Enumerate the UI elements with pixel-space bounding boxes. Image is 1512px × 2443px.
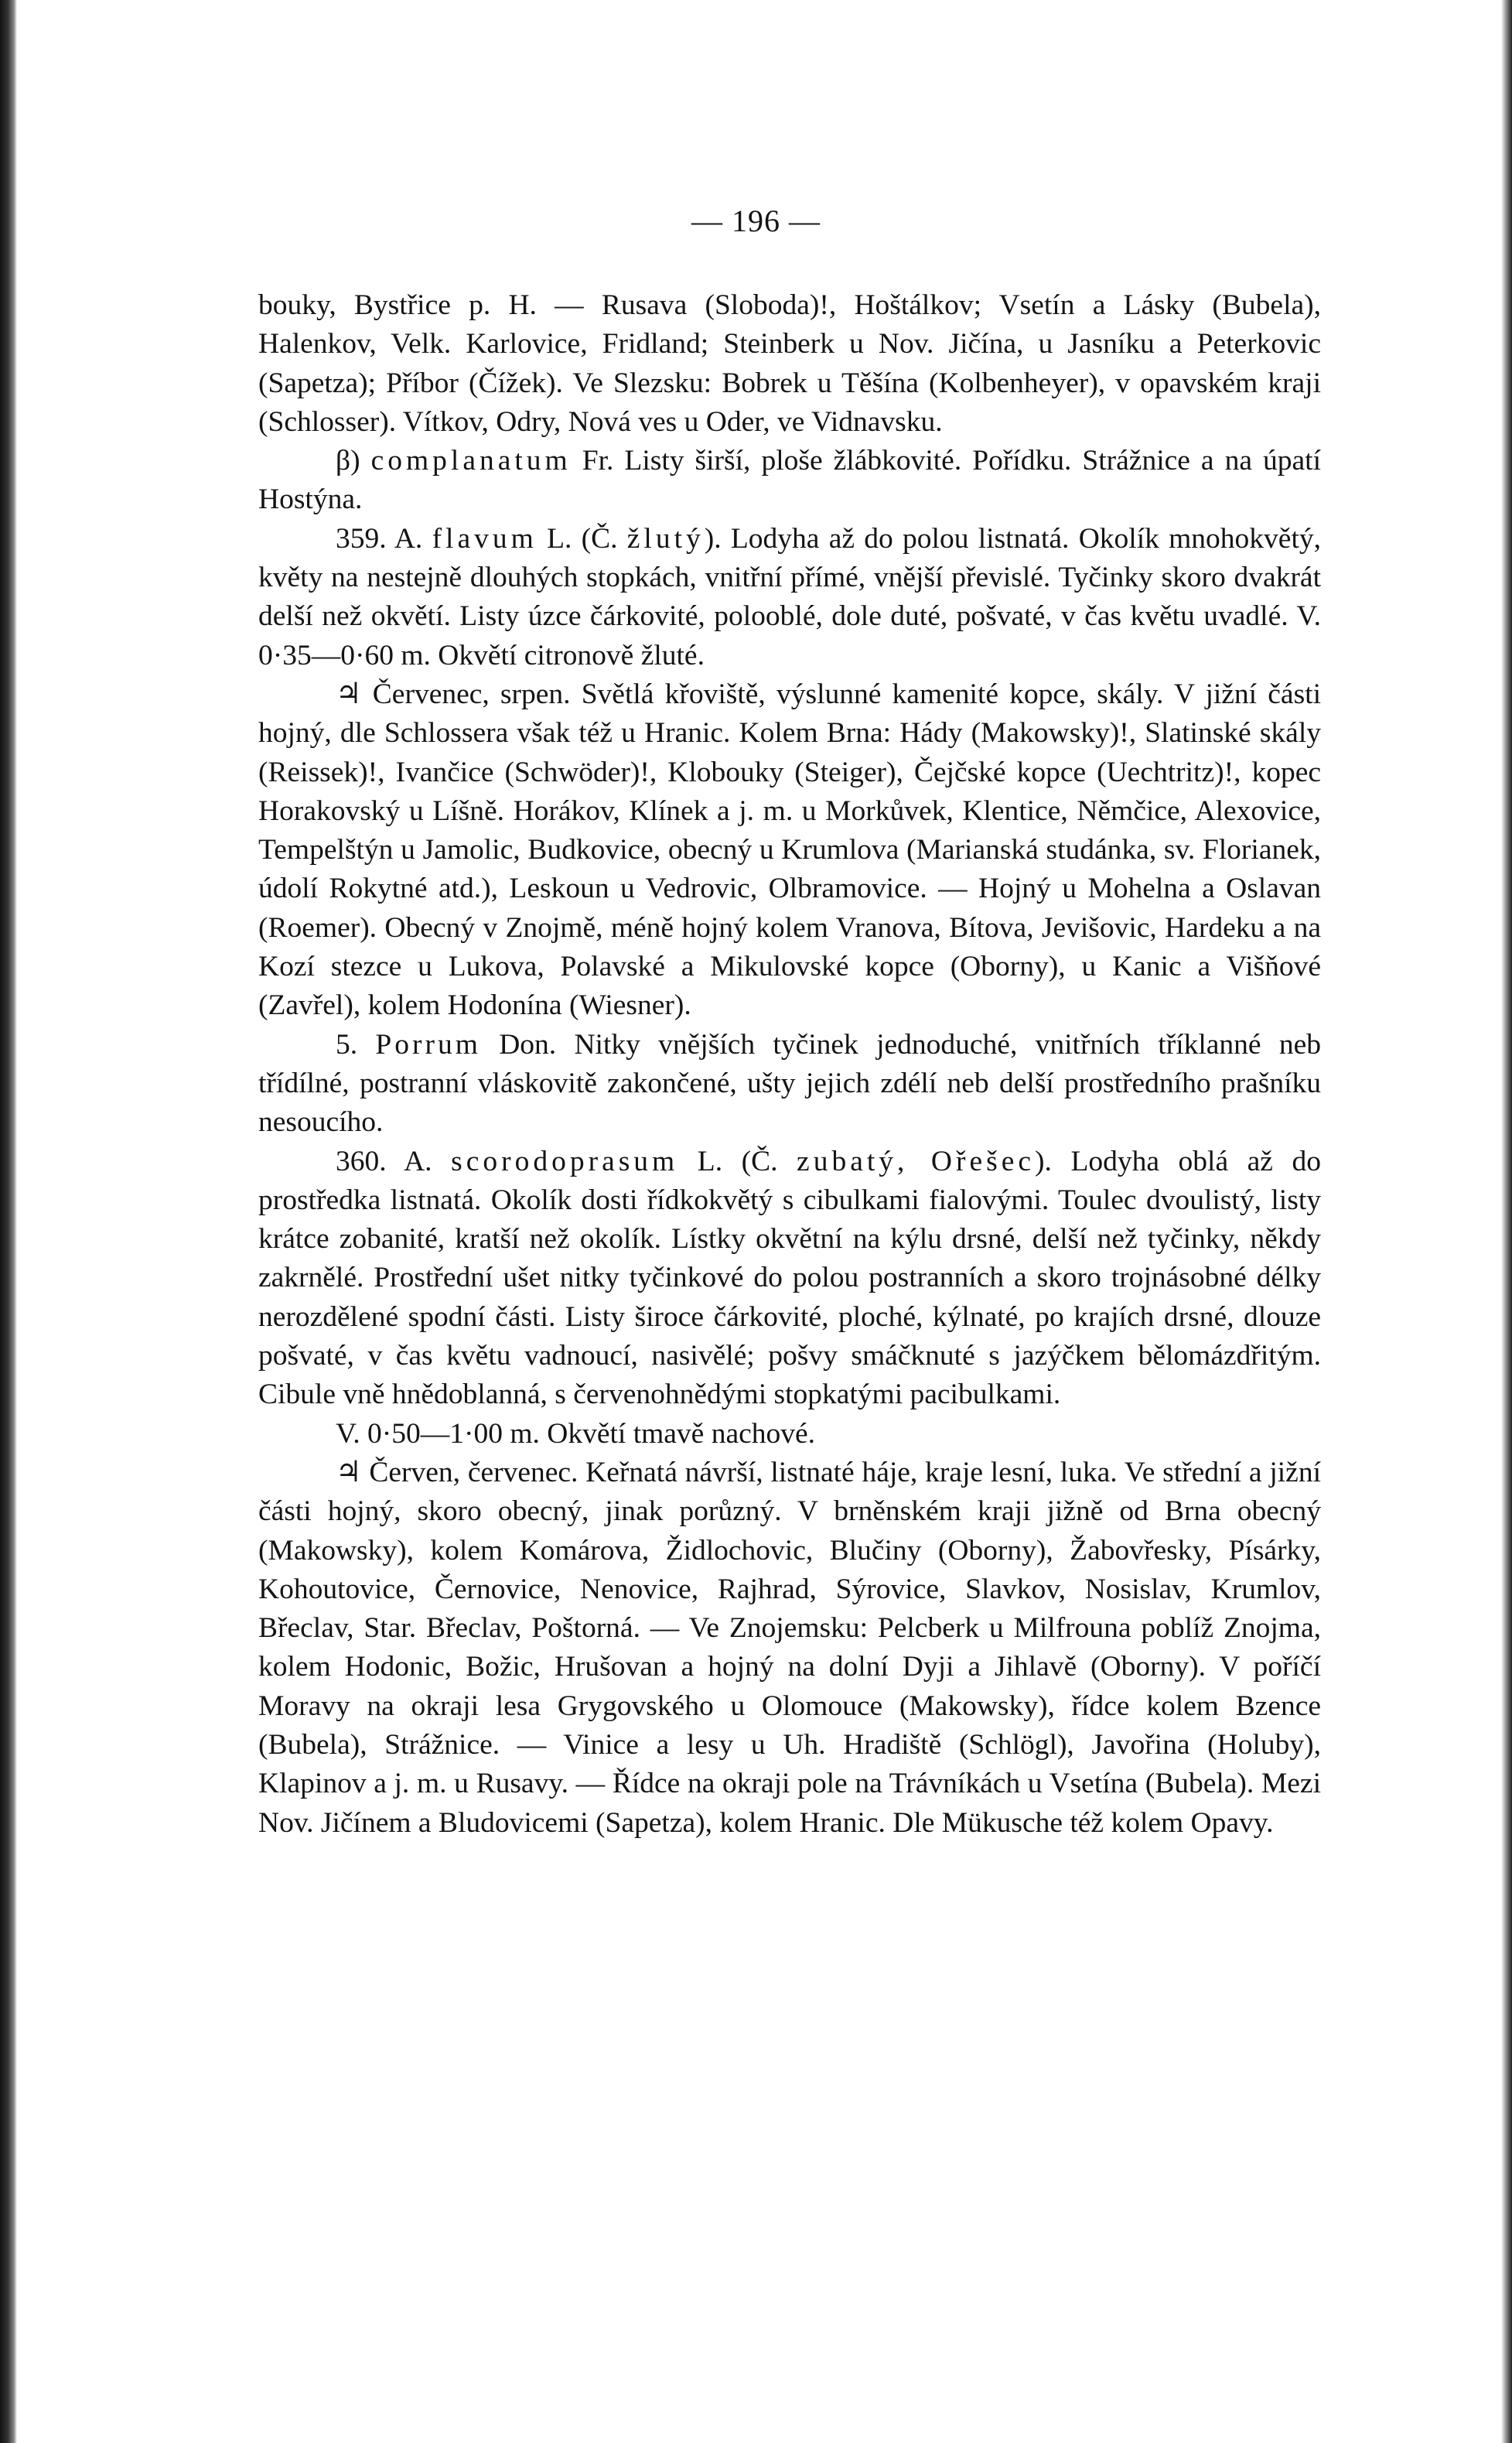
species-name: scorodoprasum [451, 1145, 679, 1177]
scan-left-edge [0, 0, 17, 2443]
text-run: 360. A. [336, 1145, 452, 1177]
paragraph [258, 1454, 1321, 1843]
text-run: V. 0·50—1·00 m. Okvětí tmavě nachové. [336, 1417, 816, 1450]
body-text [258, 286, 1321, 1843]
text-run: ). Lodyha až do polou listnatá. Okolík mnohokvětý, květy na nestejně dlouhých stopkách, vnitřní přímé, vnější převislé. Tyčinky skoro dvakrát delší než okvětí. Listy úzce čárkovité, polooblé, dole duté, pošvaté, v čas květu uvadlé. V. 0·35—0·60 m. Okvětí citronově žluté. [258, 522, 1321, 671]
text-run: Don. Nitky vnějších tyčinek jednoduché, vnitřních tříklanné neb třídílné, postranní vláskovitě zakončené, ušty jejich zdélí neb delší prostředního prašníku nesoucího. [258, 1028, 1322, 1139]
text-run: β) [336, 445, 371, 477]
text-run: bouky, Bystřice p. H. — Rusava (Sloboda)!, Hoštálkov; Vsetín a Lásky (Bubela), Halenkov, Velk. Karlovice, Fridland; Steinberk u Nov. Jičína, u Jasníku a Peterkovic (Sapetza); Příbor (Čížek). Ve Slezsku: Bobrek u Těšína (Kolbenheyer), v opavském kraji (Schlosser). Vítkov, Odry, Nová ves u Oder, ve Vidnavsku. [258, 289, 1321, 438]
species-name: flavum [432, 522, 538, 555]
text-run: ). Lodyha oblá až do prostředka listnatá. Okolík dosti řídkokvětý s cibulkami fialovými. Toulec dvoulistý, listy krátce zobanité, kratší než okolík. Lístky okvětní na kýlu drsné, delší než tyčinky, někdy zakrnělé. Prostřední ušet nitky tyčinkové do polou postranních a skoro trojnásobné délky nerozdělené spodní části. Listy široce čárkovité, ploché, kýlnaté, po krajích drsné, dlouze pošvaté, v čas květu vadnoucí, nasivělé; pošvy smáčknuté s jazýčkem bělomázdřitým. Cibule vně hnědoblanná, s červenohnědými stopkatými pacibulkami. [258, 1145, 1321, 1411]
paragraph [258, 1026, 1321, 1143]
paragraph [258, 520, 1321, 675]
paragraph [258, 286, 1321, 442]
text-run: L. (Č. [537, 522, 627, 555]
czech-name: žlutý [626, 522, 705, 555]
page-number: — 196 — [691, 203, 821, 238]
section-name: Porrum [375, 1028, 481, 1061]
text-run: ♃ Červen, červenec. Keřnatá návrší, listnaté háje, kraje lesní, luka. Ve střední a jižní části hojný, skoro obecný, jinak porůzný. V brněnském kraji jižně od Brna obecný (Makowsky), kolem Komárova, Židlochovic, Blučiny (Oborny), Žabovřesky, Písárky, Kohoutovice, Černovice, Nenovice, Rajhrad, Sýrovice, Slavkov, Nosislav, Krumlov, Břeclav, Star. Břeclav, Poštorná. — Ve Znojemsku: Pelcberk u Milfrouna poblíž Znojma, kolem Hodonic, Božic, Hrušovan a hojný na dolní Dyji a Jihlavě (Oborny). V poříčí Moravy na okraji lesa Grygovského u Olomouce (Makowsky), řídce kolem Bzence (Bubela), Strážnice. — Vinice a lesy u Uh. Hradiště (Schlögl), Javořina (Holuby), Klapinov a j. m. u Rusavy. — Řídce na okraji pole na Trávníkách u Vsetína (Bubela). Mezi Nov. Jičínem a Bludovicemi (Sapetza), kolem Hranic. Dle Mükusche též kolem Opavy. [258, 1456, 1321, 1839]
text-run: ♃ Červenec, srpen. Světlá křoviště, výslunné kamenité kopce, skály. V jižní části hojný, dle Schlossera však též u Hranic. Kolem Brna: Hády (Makowsky)!, Slatinské skály (Reissek)!, Ivančice (Schwöder)!, Klobouky (Steiger), Čejčské kopce (Uechtritz)!, kopec Horakovský u Líšně. Horákov, Klínek a j. m. u Morkůvek, Klentice, Němčice, Alexovice, Tempelštýn u Jamolic, Budkovice, obecný u Krumlova (Marianská studánka, sv. Florianek, údolí Rokytné atd.), Leskoun u Vedrovic, Olbramovice. — Hojný u Mohelna a Oslavan (Roemer). Obecný v Znojmě, méně hojný kolem Vranova, Bítova, Jevišovic, Hardeku a na Kozí stezce u Lukova, Polavské a Mikulovské kopce (Oborny), u Kanic a Višňové (Zavřel), kolem Hodonína (Wiesner). [258, 678, 1321, 1022]
text-run: 5. [336, 1028, 376, 1061]
paragraph [258, 1143, 1321, 1415]
paragraph [258, 442, 1321, 520]
paragraph [258, 675, 1321, 1026]
czech-name: zubatý, Ořešec [797, 1145, 1036, 1177]
text-run: 359. A. [336, 522, 432, 555]
scan-right-edge [1501, 0, 1512, 2443]
species-name: complanatum [370, 445, 572, 477]
paragraph [258, 1415, 1321, 1454]
text-run: L. (Č. [678, 1145, 797, 1177]
text-run: Fr. Listy širší, ploše žlábkovité. Pořídku. Strážnice a na úpatí Hostýna. [258, 445, 1321, 516]
